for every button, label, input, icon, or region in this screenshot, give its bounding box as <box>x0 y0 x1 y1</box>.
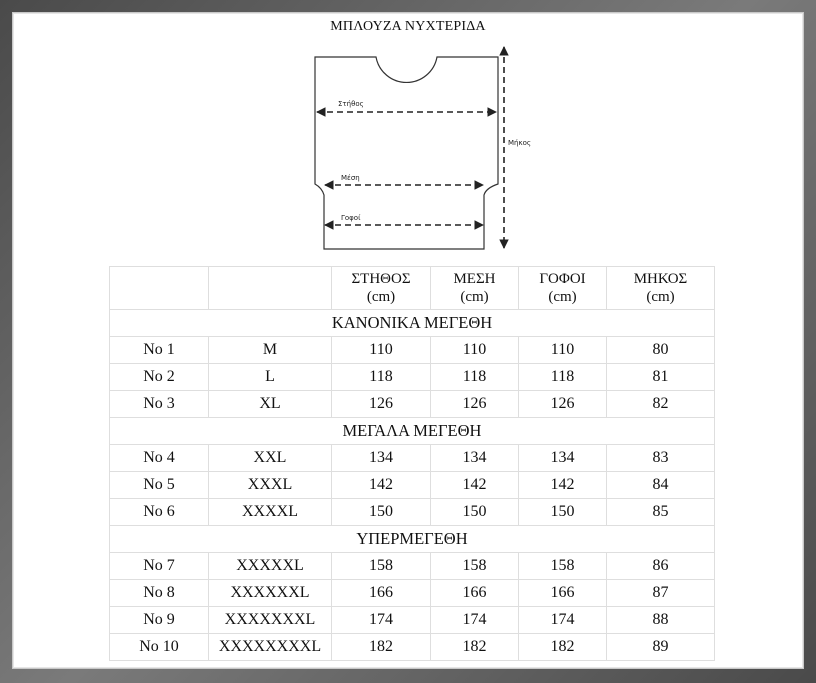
hips-cell: 182 <box>519 634 607 661</box>
waist-cell: 134 <box>431 445 519 472</box>
table-row <box>110 553 715 580</box>
number-cell: No 7 <box>110 553 209 580</box>
hips-cell: 158 <box>519 553 607 580</box>
header-cell-waist: ΜΕΣΗ (cm) <box>431 267 519 310</box>
number-cell: No 8 <box>110 580 209 607</box>
length-cell: 87 <box>607 580 715 607</box>
header-cell-length: ΜΗΚΟΣ (cm) <box>607 267 715 310</box>
header-cell-size <box>209 267 332 310</box>
number-cell: No 9 <box>110 607 209 634</box>
waist-cell: 182 <box>431 634 519 661</box>
number-cell: No 5 <box>110 472 209 499</box>
length-cell: 80 <box>607 337 715 364</box>
waist-cell: 118 <box>431 364 519 391</box>
length-cell: 88 <box>607 607 715 634</box>
hips-cell: 118 <box>519 364 607 391</box>
table-row <box>110 472 715 499</box>
hips-cell: 142 <box>519 472 607 499</box>
section-header-row <box>110 310 715 337</box>
size-cell: XXXXXXXL <box>209 607 332 634</box>
size-cell: XXXXXXL <box>209 580 332 607</box>
hips-cell: 150 <box>519 499 607 526</box>
hips-cell: 134 <box>519 445 607 472</box>
page-title: ΜΠΛΟΥΖΑ ΝΥΧΤΕΡΙΔΑ <box>330 19 486 34</box>
number-cell: No 1 <box>110 337 209 364</box>
size-cell: XL <box>209 391 332 418</box>
number-cell: No 10 <box>110 634 209 661</box>
table-row <box>110 580 715 607</box>
size-chart-sheet <box>12 12 804 669</box>
number-cell: No 3 <box>110 391 209 418</box>
size-table <box>109 266 715 661</box>
chest-cell: 182 <box>332 634 431 661</box>
section-title: ΚΑΝΟΝΙΚΑ ΜΕΓΕΘΗ <box>110 310 715 337</box>
waist-cell: 150 <box>431 499 519 526</box>
number-cell: No 4 <box>110 445 209 472</box>
waist-cell: 142 <box>431 472 519 499</box>
chest-cell: 126 <box>332 391 431 418</box>
hips-cell: 110 <box>519 337 607 364</box>
table-row <box>110 364 715 391</box>
waist-cell: 166 <box>431 580 519 607</box>
size-cell: XXXXXL <box>209 553 332 580</box>
size-cell: XXXL <box>209 472 332 499</box>
waist-label: Μέση <box>341 174 360 182</box>
section-header-row <box>110 418 715 445</box>
garment-diagram <box>13 13 803 258</box>
waist-cell: 126 <box>431 391 519 418</box>
header-cell-number <box>110 267 209 310</box>
size-cell: XXXXXXXXL <box>209 634 332 661</box>
hips-cell: 166 <box>519 580 607 607</box>
length-cell: 83 <box>607 445 715 472</box>
number-cell: No 2 <box>110 364 209 391</box>
table-row <box>110 337 715 364</box>
section-header-row <box>110 526 715 553</box>
size-cell: L <box>209 364 332 391</box>
section-title: ΜΕΓΑΛΑ ΜΕΓΕΘΗ <box>110 418 715 445</box>
length-cell: 86 <box>607 553 715 580</box>
header-cell-chest: ΣΤΗΘΟΣ (cm) <box>332 267 431 310</box>
waist-cell: 174 <box>431 607 519 634</box>
length-cell: 85 <box>607 499 715 526</box>
chest-cell: 158 <box>332 553 431 580</box>
chest-cell: 110 <box>332 337 431 364</box>
length-cell: 82 <box>607 391 715 418</box>
chest-cell: 150 <box>332 499 431 526</box>
number-cell: No 6 <box>110 499 209 526</box>
table-row <box>110 634 715 661</box>
table-row <box>110 499 715 526</box>
hips-label: Γοφοί <box>341 214 361 222</box>
table-row <box>110 607 715 634</box>
chest-cell: 118 <box>332 364 431 391</box>
table-row <box>110 445 715 472</box>
size-cell: XXXXL <box>209 499 332 526</box>
size-cell: M <box>209 337 332 364</box>
waist-cell: 158 <box>431 553 519 580</box>
waist-cell: 110 <box>431 337 519 364</box>
chest-cell: 142 <box>332 472 431 499</box>
length-label: Μήκος <box>508 139 531 147</box>
hips-cell: 174 <box>519 607 607 634</box>
length-cell: 81 <box>607 364 715 391</box>
table-header-row <box>110 267 715 310</box>
hips-cell: 126 <box>519 391 607 418</box>
chest-label: Στήθος <box>338 100 364 108</box>
length-cell: 89 <box>607 634 715 661</box>
header-cell-hips: ΓΟΦΟΙ (cm) <box>519 267 607 310</box>
chest-cell: 166 <box>332 580 431 607</box>
table-row <box>110 391 715 418</box>
chest-cell: 134 <box>332 445 431 472</box>
length-cell: 84 <box>607 472 715 499</box>
chest-cell: 174 <box>332 607 431 634</box>
size-cell: XXL <box>209 445 332 472</box>
section-title: ΥΠΕΡΜΕΓΕΘΗ <box>110 526 715 553</box>
